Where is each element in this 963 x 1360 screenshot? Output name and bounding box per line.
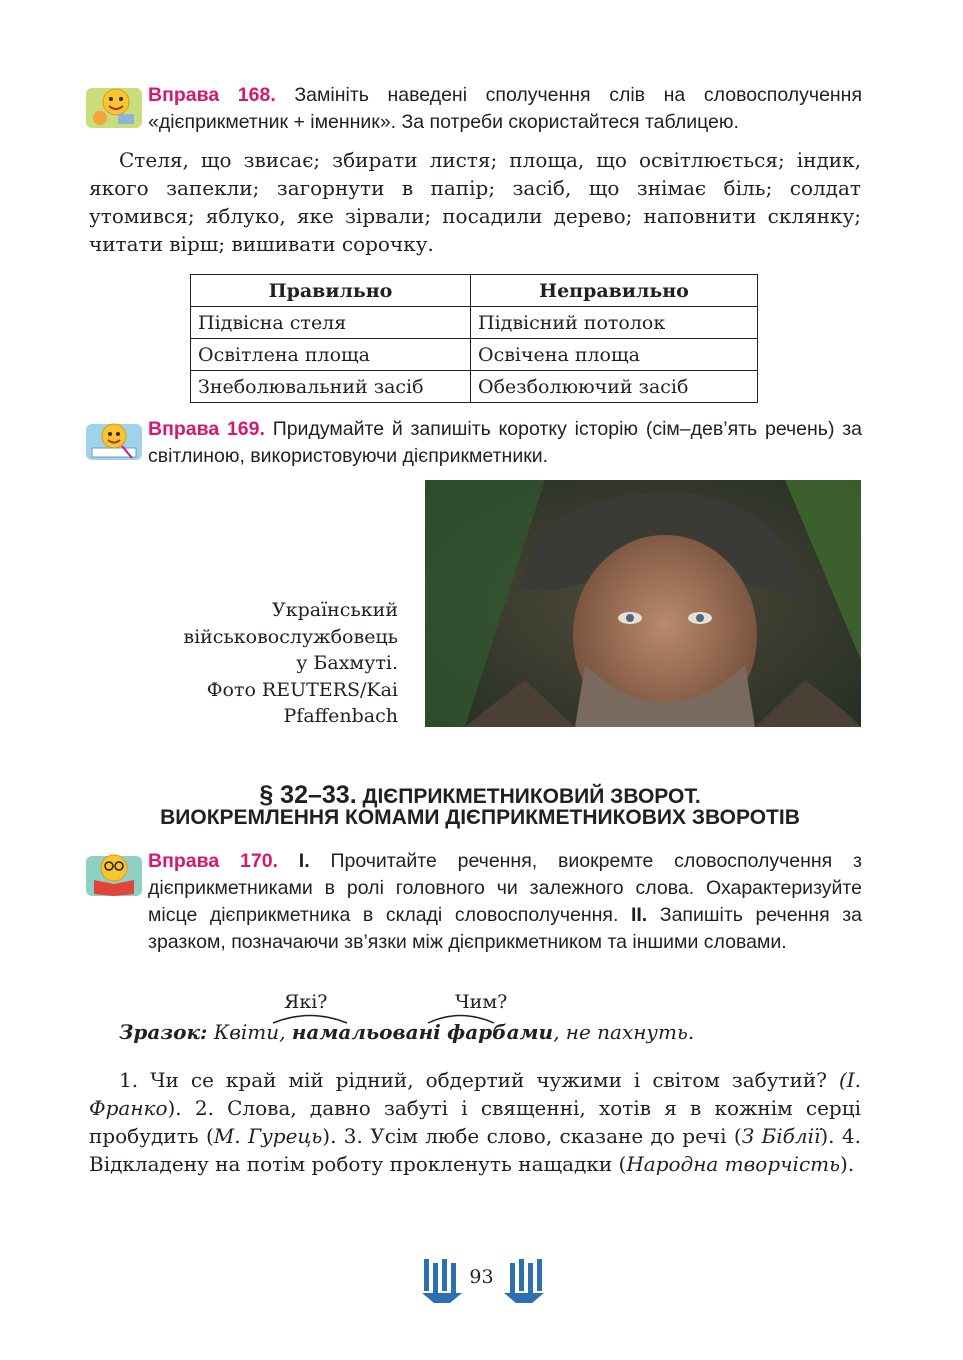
question-1: Які? bbox=[284, 991, 328, 1013]
table-row bbox=[191, 339, 758, 371]
exercise-task: Замініть наведені сполучення слів на словосполучення «дієприкметник + іменник». За потреби скористайтеся таблицею. bbox=[148, 84, 863, 133]
section-heading: § 32–33. ДІЄПРИКМЕТНИКОВИЙ ЗВОРОТ. bbox=[259, 781, 701, 809]
smiley-writing-icon bbox=[86, 418, 142, 464]
table-header-row bbox=[191, 275, 758, 307]
table-cell: Освітлена площа bbox=[191, 339, 471, 371]
table-header: Неправильно bbox=[471, 275, 758, 307]
exercise-168-text: Стеля, що звисає; збирати листя; площа, що освітлюється; індик, якого запекли; загорнути в папір; засіб, що знімає біль; солдат утомився; яблуко, яке зірвали; посадили дерево; наповнити склянку; читати вірш; вишивати сорочку. bbox=[89, 148, 861, 256]
table-header: Правильно bbox=[191, 275, 471, 307]
table-cell: Підвісний потолок bbox=[471, 307, 758, 339]
sample-sentence: Зразок: Квіти, намальовані фарбами, не пахнуть. bbox=[119, 1020, 695, 1044]
smiley-icon bbox=[86, 84, 142, 130]
exercise-task: Придумайте й запишіть коротку історію (сім–дев’ять речень) за світлиною, використовуючи дієприкметники. bbox=[148, 418, 863, 467]
exercise-title: Вправа 168. bbox=[148, 84, 276, 106]
exercise-170-sentences: 1. Чи се край мій рідний, обдертий чужими і світом забутий? (І. Франко). 2. Слова, давно забуті і священні, хотів я в кожнім серці пробудить (М. Гурець). 3. Усім любе слово, сказане до речі (З Біблії). 4. Відкладену на потім роботу прокленуть нащадки (Народна творчість). bbox=[89, 1068, 861, 1176]
table-cell: Обезболюючий засіб bbox=[471, 371, 758, 403]
sample-label: Зразок: bbox=[119, 1020, 208, 1044]
exercise-title: Вправа 169. bbox=[148, 418, 265, 440]
page-number: 93 bbox=[469, 1266, 494, 1288]
table-cell: Освічена площа bbox=[471, 339, 758, 371]
table-cell: Підвісна стеля bbox=[191, 307, 471, 339]
ornament-right-icon bbox=[502, 1255, 546, 1305]
soldier-photo bbox=[425, 480, 861, 727]
smiley-reading-icon bbox=[86, 850, 142, 896]
question-2: Чим? bbox=[455, 991, 508, 1013]
exercise-168 bbox=[86, 82, 862, 136]
photo-caption: Український військовослужбовець у Бахмуті. Фото REUTERS/Kai Pfaffenbach bbox=[183, 599, 398, 727]
exercise-169 bbox=[86, 416, 862, 470]
exercise-170: Вправа 170. I. Прочитайте речення, виокремте словосполучення з дієприкметниками в ролі головного чи залежного слова. Охарактеризуйте місце дієприкметника в складі словосполучення. II. Запишіть речення за зразком, позначаючи зв’язки між дієприкметником та іншими словами. bbox=[86, 848, 862, 956]
section-subheading: ВИОКРЕМЛЕННЯ КОМАМИ ДІЄПРИКМЕТНИКОВИХ ЗВОРОТІВ bbox=[160, 806, 800, 829]
section-number: § 32–33. bbox=[259, 781, 357, 809]
table-row bbox=[191, 307, 758, 339]
table-row bbox=[191, 371, 758, 403]
correct-incorrect-table bbox=[190, 274, 758, 403]
exercise-title: Вправа 170. bbox=[148, 850, 278, 872]
table-cell: Знеболювальний засіб bbox=[191, 371, 471, 403]
